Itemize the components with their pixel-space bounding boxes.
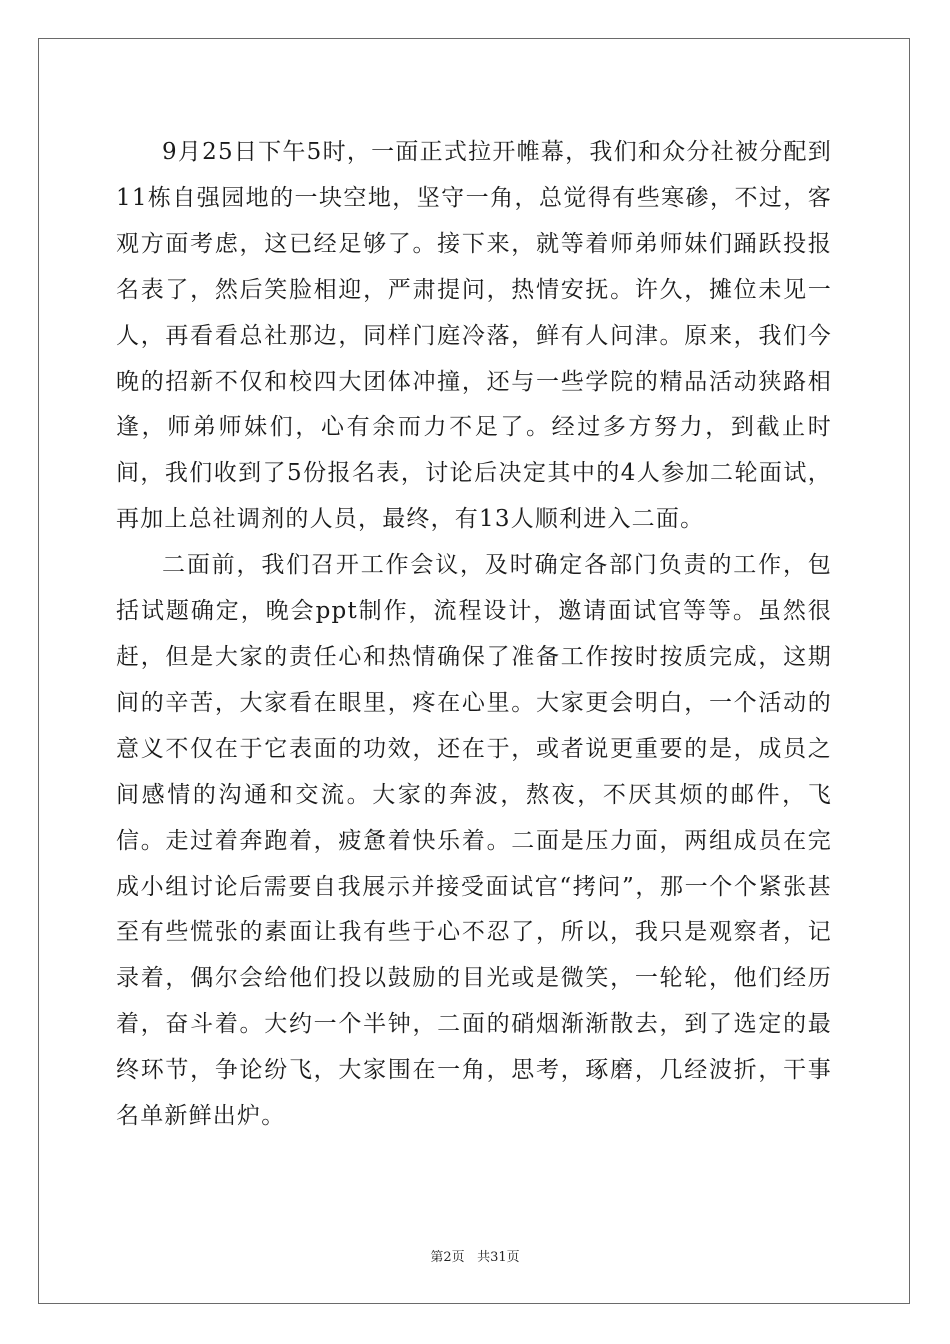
footer-separator [465, 1250, 477, 1265]
paragraph-1: 9月25日下午5时，一面正式拉开帷幕，我们和众分社被分配到11栋自强园地的一块空地，坚守一角，总觉得有些寒碜，不过，客观方面考虑，这已经足够了。接下来，就等着师弟师妹们踊跃投报名表了，然后笑脸相迎，严肃提问，热情安抚。许久，摊位未见一人，再看看总社那边，同样门庭冷落，鲜有人问津。原来，我们今晚的招新不仅和校四大团体冲撞，还与一些学院的精品活动狭路相逢，师弟师妹们，心有余而力不足了。经过多方努力，到截止时间，我们收到了5份报名表，讨论后决定其中的4人参加二轮面试，再加上总社调剂的人员，最终，有13人顺利进入二面。 [116, 139, 832, 533]
document-body [116, 130, 832, 1140]
page-number-current: 第2页 [430, 1250, 465, 1265]
page-number-total: 共31页 [477, 1250, 520, 1265]
paragraph-2: 二面前，我们召开工作会议，及时确定各部门负责的工作，包括试题确定，晚会ppt制作，流程设计，邀请面试官等等。虽然很赶，但是大家的责任心和热情确保了准备工作按时按质完成，这期间的辛苦，大家看在眼里，疼在心里。大家更会明白，一个活动的意义不仅在于它表面的功效，还在于，或者说更重要的是，成员之间感情的沟通和交流。大家的奔波，熬夜，不厌其烦的邮件，飞信。走过着奔跑着，疲惫着快乐着。二面是压力面，两组成员在完成小组讨论后需要自我展示并接受面试官“拷问”，那一个个紧张甚至有些慌张的素面让我有些于心不忍了，所以，我只是观察者，记录着，偶尔会给他们投以鼓励的目光或是微笑，一轮轮，他们经历着，奋斗着。大约一个半钟，二面的硝烟渐渐散去，到了选定的最终环节，争论纷飞，大家围在一角，思考，琢磨，几经波折，干事名单新鲜出炉。 [116, 552, 832, 1130]
page-footer [0, 1246, 950, 1265]
